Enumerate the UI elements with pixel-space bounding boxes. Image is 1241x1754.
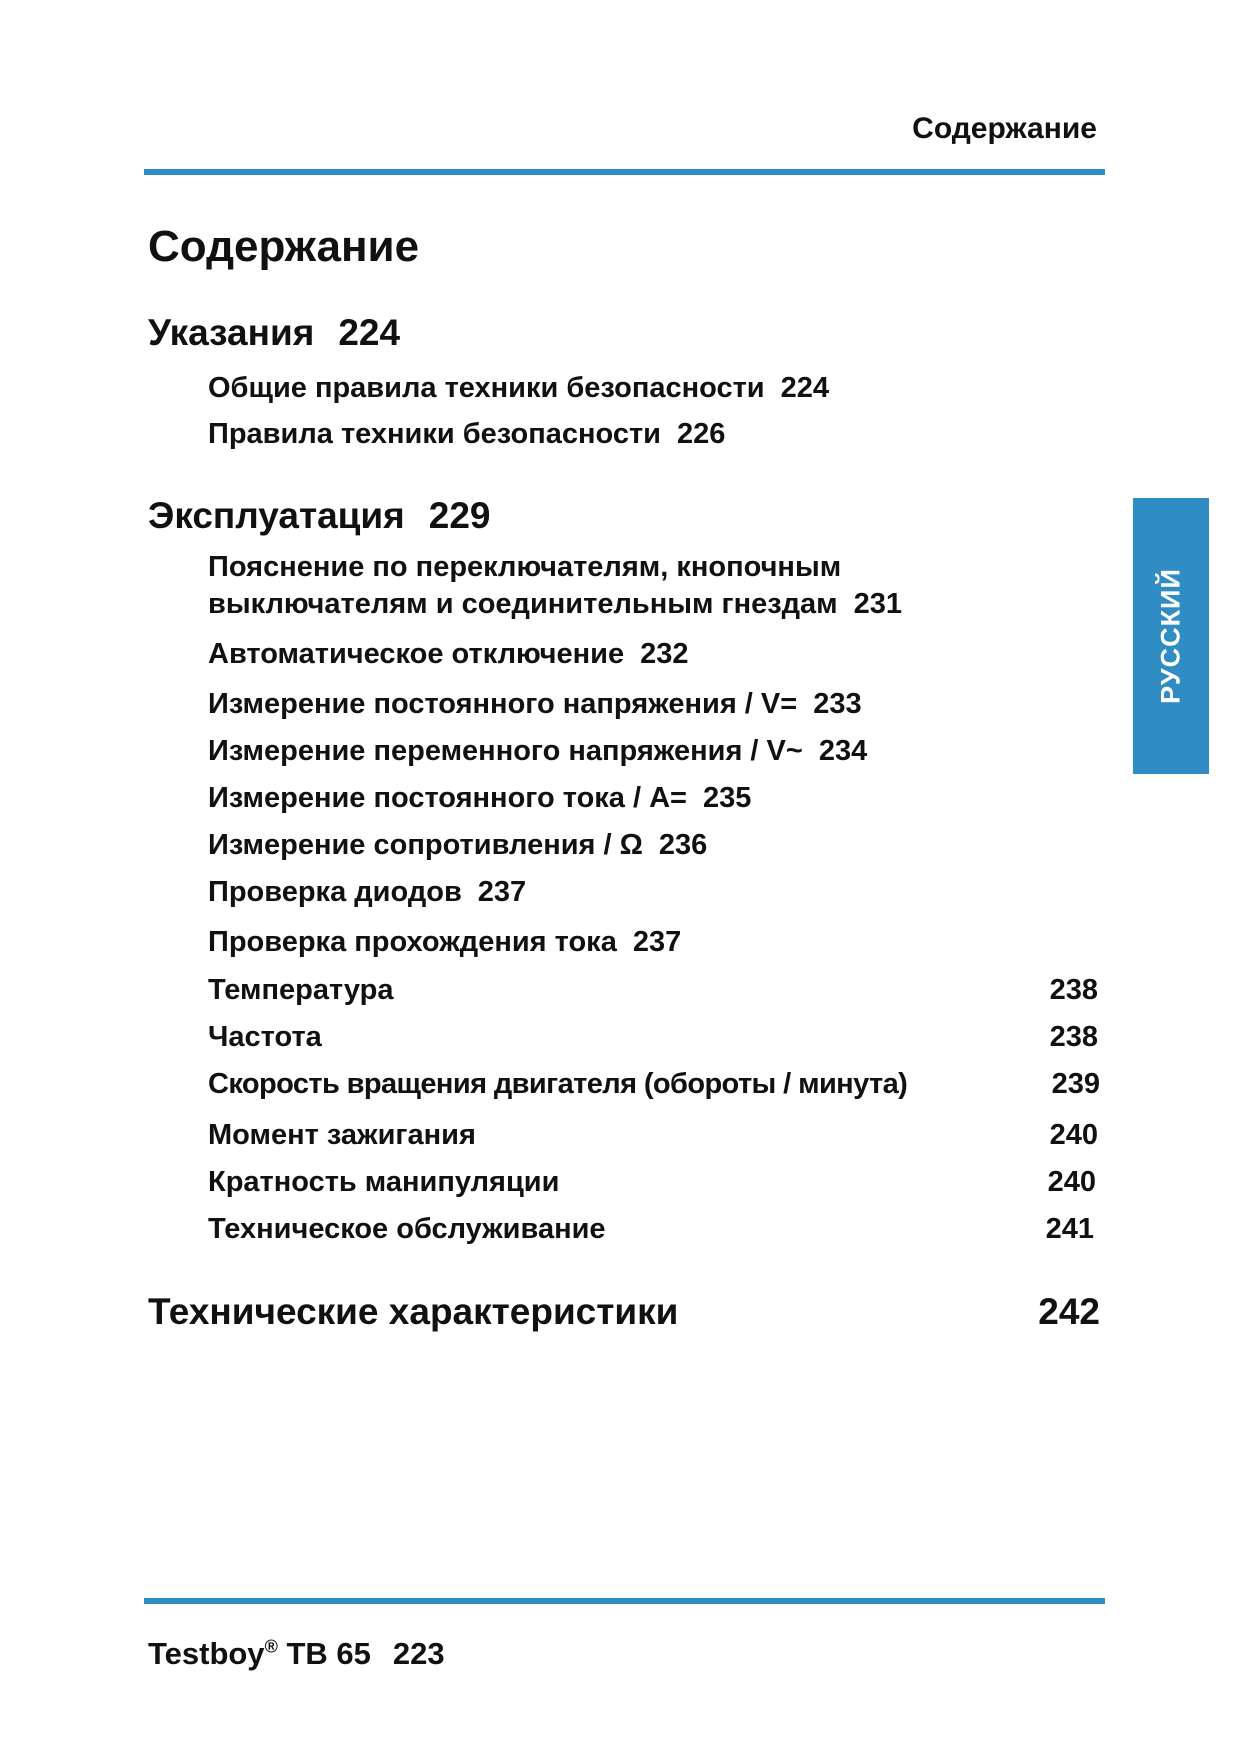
toc-item-title-line2: выключателям и соединительным гнездам xyxy=(208,588,838,620)
toc-section-2[interactable] xyxy=(148,495,490,537)
toc-item-title: Правила техники безопасности xyxy=(208,418,661,450)
language-tab-label: РУССКИЙ xyxy=(1155,568,1186,704)
toc-section-title: Эксплуатация xyxy=(148,495,405,536)
toc-item-page: 224 xyxy=(780,372,830,404)
header-rule xyxy=(144,169,1105,175)
toc-item[interactable] xyxy=(208,974,1098,1007)
toc-section-3[interactable] xyxy=(148,1291,1100,1333)
toc-item-title: Измерение переменного напряжения / V~ xyxy=(208,735,803,767)
toc-item-page: 239 xyxy=(1051,1068,1100,1100)
toc-item-title: Общие правила техники безопасности xyxy=(208,372,765,404)
toc-item-page: 240 xyxy=(1047,1166,1096,1198)
toc-item-title: Кратность манипуляции xyxy=(208,1166,560,1198)
toc-item[interactable] xyxy=(208,1166,1096,1199)
toc-item-title: Проверка диодов xyxy=(208,876,462,908)
toc-item[interactable] xyxy=(208,1021,1098,1054)
toc-item[interactable] xyxy=(208,1213,1094,1246)
footer xyxy=(148,1636,445,1672)
toc-item[interactable] xyxy=(208,1068,1100,1101)
toc-section-page: 229 xyxy=(428,495,491,536)
toc-item[interactable] xyxy=(208,636,689,673)
toc-item-title: Измерение постоянного напряжения / V= xyxy=(208,688,798,720)
toc-item[interactable] xyxy=(208,370,829,407)
footer-brand: Testboy xyxy=(148,1636,265,1671)
toc-item-page: 236 xyxy=(658,829,708,861)
toc-item-title: Измерение сопротивления / Ω xyxy=(208,829,643,861)
toc-item-page: 237 xyxy=(477,876,527,908)
toc-item[interactable] xyxy=(208,874,526,911)
toc-item-page: 235 xyxy=(702,782,752,814)
toc-item[interactable] xyxy=(208,827,707,864)
toc-item-page: 232 xyxy=(640,638,689,670)
toc-item-title: Автоматическое отключение xyxy=(208,638,625,670)
toc-section-title: Технические характеристики xyxy=(148,1291,679,1332)
footer-rule xyxy=(144,1598,1105,1604)
registered-mark: ® xyxy=(264,1636,278,1657)
toc-item-page: 231 xyxy=(853,588,903,620)
toc-item-page: 241 xyxy=(1045,1213,1094,1245)
toc-item[interactable] xyxy=(208,1119,1098,1152)
toc-section-page: 242 xyxy=(1038,1291,1100,1332)
toc-item-page: 233 xyxy=(813,688,862,720)
toc-item[interactable] xyxy=(208,686,862,723)
toc-item-page: 240 xyxy=(1049,1119,1098,1151)
toc-item-multiline[interactable] xyxy=(208,549,902,623)
toc-item-page: 238 xyxy=(1049,1021,1098,1053)
toc-section-page: 224 xyxy=(338,312,401,353)
toc-item-title: Скорость вращения двигателя (обороты / минута) xyxy=(208,1068,908,1100)
toc-section-title: Указания xyxy=(148,312,315,353)
toc-item[interactable] xyxy=(208,733,867,770)
toc-item-title: Измерение постоянного тока / A= xyxy=(208,782,687,814)
toc-item[interactable] xyxy=(208,780,751,817)
toc-item-title: Момент зажигания xyxy=(208,1119,476,1151)
toc-item-page: 238 xyxy=(1049,974,1098,1006)
toc-item-page: 234 xyxy=(818,735,868,767)
toc-item-title: Проверка прохождения тока xyxy=(208,926,617,958)
toc-item[interactable] xyxy=(208,416,725,453)
toc-item-title: Частота xyxy=(208,1021,322,1053)
toc-item-title-line1: Пояснение по переключателям, кнопочным xyxy=(208,551,842,583)
page-title: Содержание xyxy=(148,222,420,271)
toc-item-page: 226 xyxy=(677,418,726,450)
language-tab[interactable] xyxy=(1133,498,1209,774)
toc-item-title: Техническое обслуживание xyxy=(208,1213,606,1245)
footer-page-number: 223 xyxy=(392,1636,445,1671)
toc-item-title: Температура xyxy=(208,974,394,1006)
running-header: Содержание xyxy=(912,112,1097,145)
toc-item-page: 237 xyxy=(632,926,682,958)
toc-item[interactable] xyxy=(208,924,681,961)
toc-section-1[interactable] xyxy=(148,312,400,354)
footer-model: TB 65 xyxy=(277,1636,371,1671)
